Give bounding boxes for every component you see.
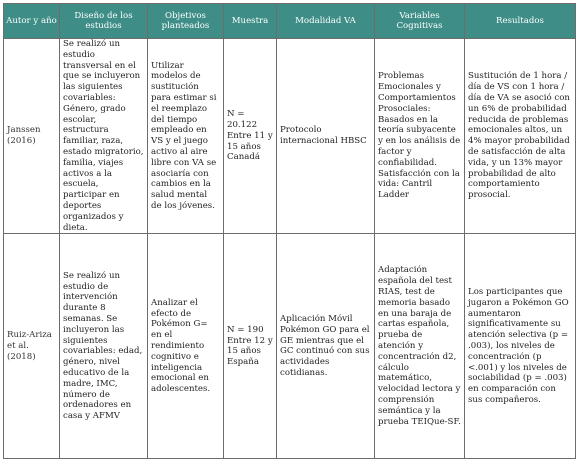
cell-author: Ruiz-Ariza et al. (2018) xyxy=(4,234,60,459)
cell-objectives: Utilizar modelos de sustitución para estimar si el reemplazo del tiempo empleado en VS y el juego activo al aire libre con VA se asociaría con cambios en la salud mental de los jóvenes. xyxy=(148,39,224,234)
header-variables: Variables Cognitivas xyxy=(375,4,465,39)
header-objectives: Objetivos planteados xyxy=(148,4,224,39)
header-modality: Modalidad VA xyxy=(277,4,375,39)
cell-results: Los participantes que jugaron a Pokémon GO aumentaron significativamente su atención selectiva (p = .003), los niveles de concentración (p <.001) y los niveles de sociabilidad (p = .003) en comparación con sus compañeros. xyxy=(465,234,576,459)
table-row xyxy=(4,39,576,234)
header-row xyxy=(4,4,576,39)
cell-variables: Adaptación española del test RIAS, test de memoria basado en una baraja de cartas española, prueba de atención y concentración d2, cálculo matemático, velocidad lectora y comprensión semántica y la prueba TEIQue-SF. xyxy=(375,234,465,459)
cell-author: Janssen (2016) xyxy=(4,39,60,234)
cell-design: Se realizó un estudio de intervención durante 8 semanas. Se incluyeron las siguientes covariables: edad, género, nivel educativo de la madre, IMC, número de ordenadores en casa y AFMV xyxy=(60,234,148,459)
cell-sample: N = 20.122 Entre 11 y 15 años Canadá xyxy=(224,39,277,234)
cell-objectives: Analizar el efecto de Pokémon G= en el rendimiento cognitivo e inteligencia emocional en adolescentes. xyxy=(148,234,224,459)
table-wrapper xyxy=(3,3,576,459)
cell-variables: Problemas Emocionales y Comportamientos Prosociales: Basados en la teoría subyacente y en los análisis de factor y confiabilidad. Satisfacción con la vida: Cantril Ladder xyxy=(375,39,465,234)
cell-sample: N = 190 Entre 12 y 15 años España xyxy=(224,234,277,459)
header-author: Autor y año xyxy=(4,4,60,39)
table-row xyxy=(4,234,576,459)
cell-modality: Protocolo internacional HBSC xyxy=(277,39,375,234)
header-design: Diseño de los estudios xyxy=(60,4,148,39)
cell-results: Sustitución de 1 hora / día de VS con 1 hora / día de VA se asoció con un 6% de probabilidad reducida de problemas emocionales altos, un 4% mayor probabilidad de satisfacción de alta vida, y un 13% mayor probabilidad de alto comportamiento prosocial. xyxy=(465,39,576,234)
header-sample: Muestra xyxy=(224,4,277,39)
studies-table xyxy=(3,3,576,459)
cell-modality: Aplicación Móvil Pokémon GO para el GE mientras que el GC continuó con sus actividades cotidianas. xyxy=(277,234,375,459)
header-results: Resultados xyxy=(465,4,576,39)
cell-design: Se realizó un estudio transversal en el que se incluyeron las siguientes covariables: Género, grado escolar, estructura familiar, raza, estado migratorio, familia, viajes activos a la escuela, participar en deportes organizados y dieta. xyxy=(60,39,148,234)
